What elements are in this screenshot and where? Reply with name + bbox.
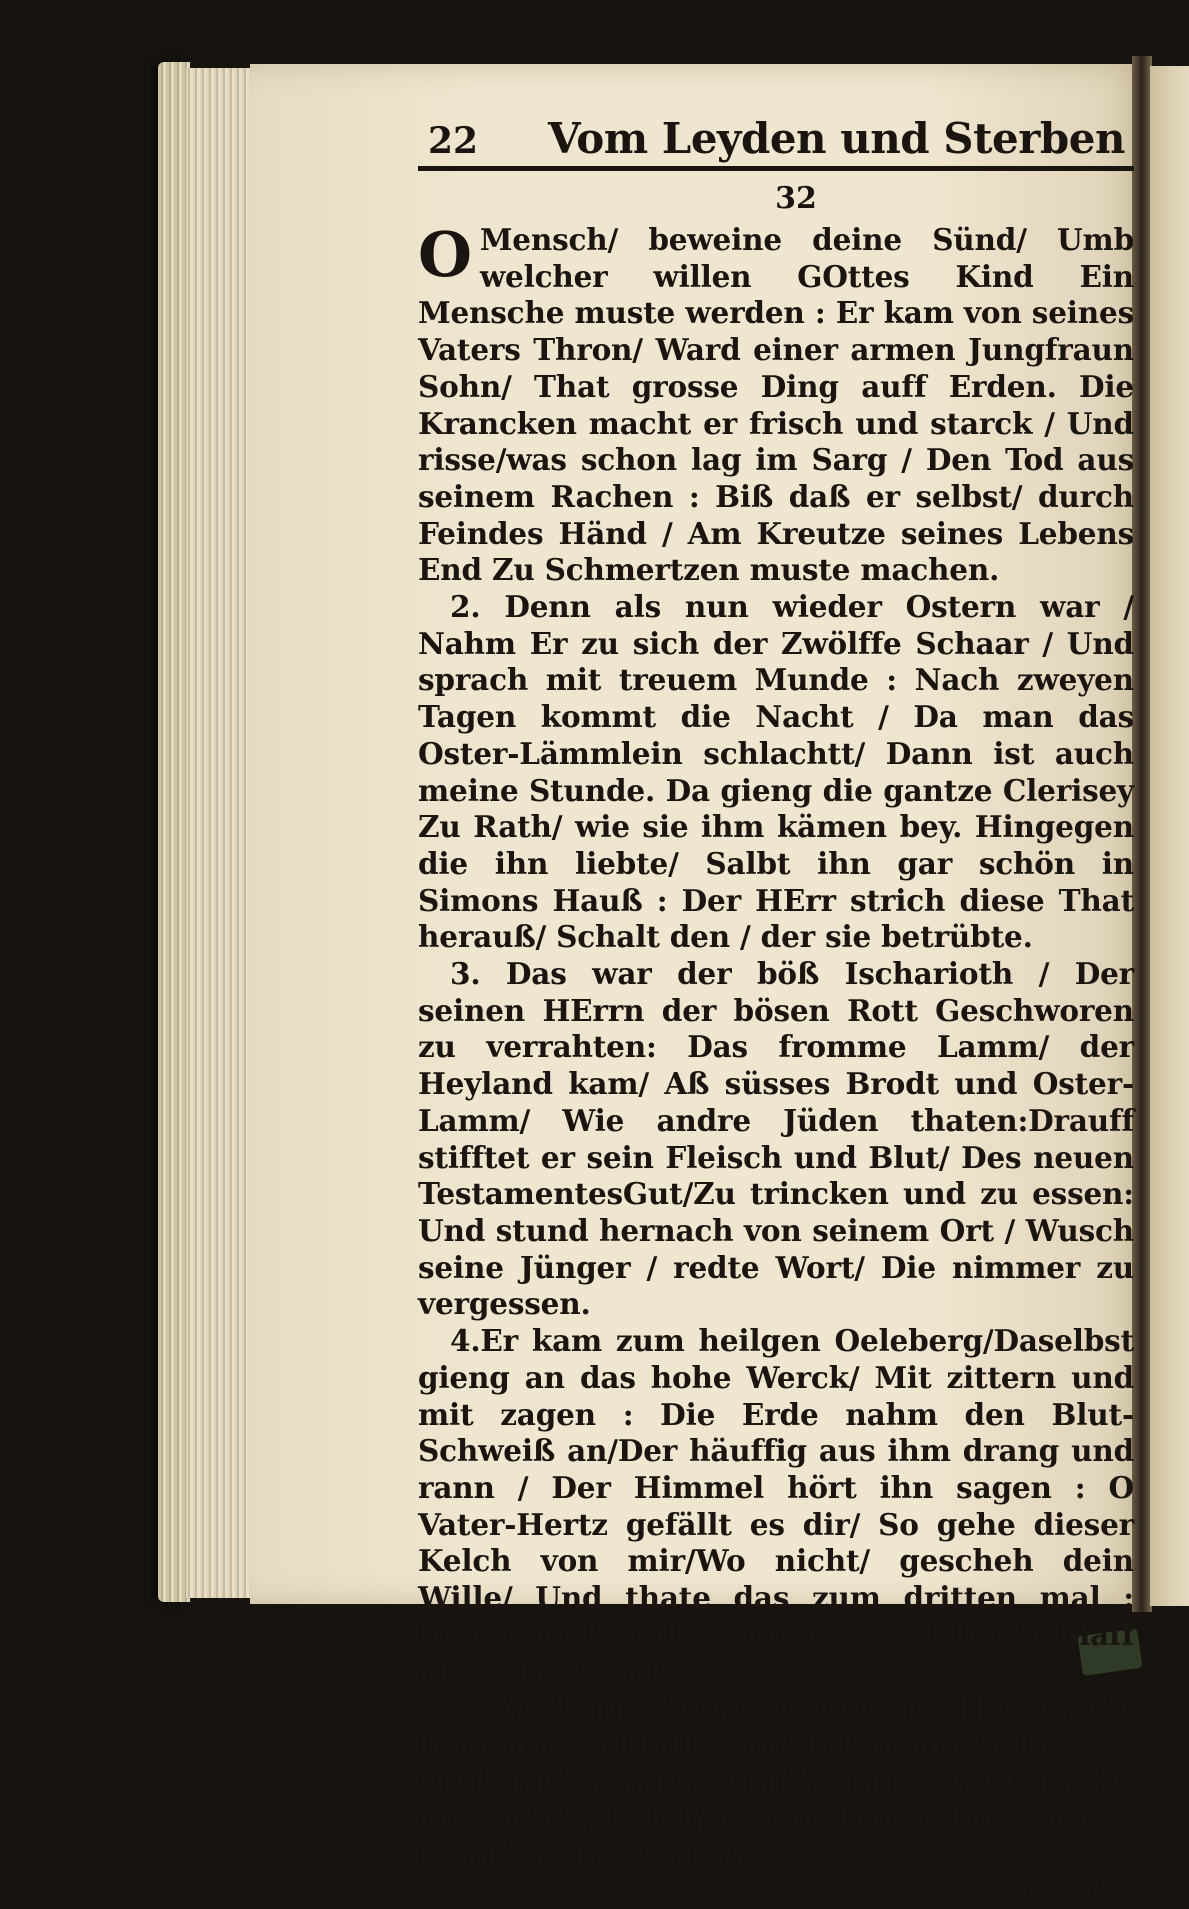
- page-stack: [186, 68, 256, 1598]
- catchword: werdet: [1019, 1873, 1134, 1909]
- verse-text: Mensch/ beweine deine Sünd/ Umb welcher willen GOttes Kind Ein Mensche muste werden : Er kam von seines Vaters Thron/ Ward einer armen Jungfraun Sohn/ That grosse Ding auff Erden. Die Krancken macht er frisch und starck / Und risse/was schon lag im Sarg / Den Tod aus seinem Rachen : Biß daß er selbst/ durch Feindes Händ / Am Kreutze seines Lebens End Zu Schmertzen muste machen.: [418, 222, 1134, 588]
- facing-page-edge: [1150, 66, 1189, 1606]
- drop-cap: O: [418, 218, 472, 291]
- verse-2: 2. Denn als nun wieder Ostern war / Nahm Er zu sich der Zwölffe Schaar / Und sprach mit treuem Munde : Nach zweyen Tagen kommt die Nacht / Da man das Oster-Lämmlein schlachtt/ Dann ist auch meine Stunde. Da gieng die gantze Clerisey Zu Rath/ wie sie ihm kämen bey. Hingegen die ihn liebte/ Salbt ihn gar schön in Simons Hauß : Der HErr strich diese That herauß/ Schalt den / der sie betrübte.: [418, 589, 1134, 955]
- verse-1: [418, 218, 1134, 589]
- hymn-number: 32: [775, 181, 817, 216]
- book-gutter: [1132, 56, 1152, 1612]
- verse-4: 4.Er kam zum heilgen Oeleberg/Daselbst gieng an das hohe Werck/ Mit zittern und mit zagen : Die Erde nahm den Blut-Schweiß an/Der häuffig aus ihm drang und rann / Der Himmel hört ihn sagen : O Vater-Hertz gefällt es dir/ So gehe dieser Kelch von mir/Wo nicht/ gescheh dein Wille/ Und thate das zum dritten mal : Indessen lag der Jünger zahl Im Schlaff und süsser Stille.: [418, 1323, 1134, 1689]
- verse-3: 3. Das war der böß Ischarioth / Der seinen HErrn der bösen Rott Geschworen zu verrahten: Das fromme Lamm/ der Heyland kam/ Aß süsses Brodt und Oster-Lamm/ Wie andre Jüden thaten:Drauff stifftet er sein Fleisch und Blut/ Des neuen TestamentesGut/Zu trincken und zu essen: Und stund hernach von seinem Ort / Wusch seine Jünger / redte Wort/ Die nimmer zu vergessen.: [418, 956, 1134, 1322]
- header-rule: [418, 166, 1134, 171]
- running-head: [418, 106, 1134, 164]
- verse-5: 5. Ach! sprach das liebe treue Hertz / Ihr liegt und schlafft / mich hat der Schmertz Und Todes-Angst ümbfangen. Ach! wacht und betet / betet/ wacht/ Damit ihr von des Feindes Macht Nicht: [418, 1690, 1134, 1872]
- page-text-block: [418, 106, 1134, 1909]
- page-number: 22: [428, 120, 479, 162]
- hymn-verses: [418, 218, 1134, 1874]
- running-title: Vom Leyden und Sterben: [548, 114, 1125, 163]
